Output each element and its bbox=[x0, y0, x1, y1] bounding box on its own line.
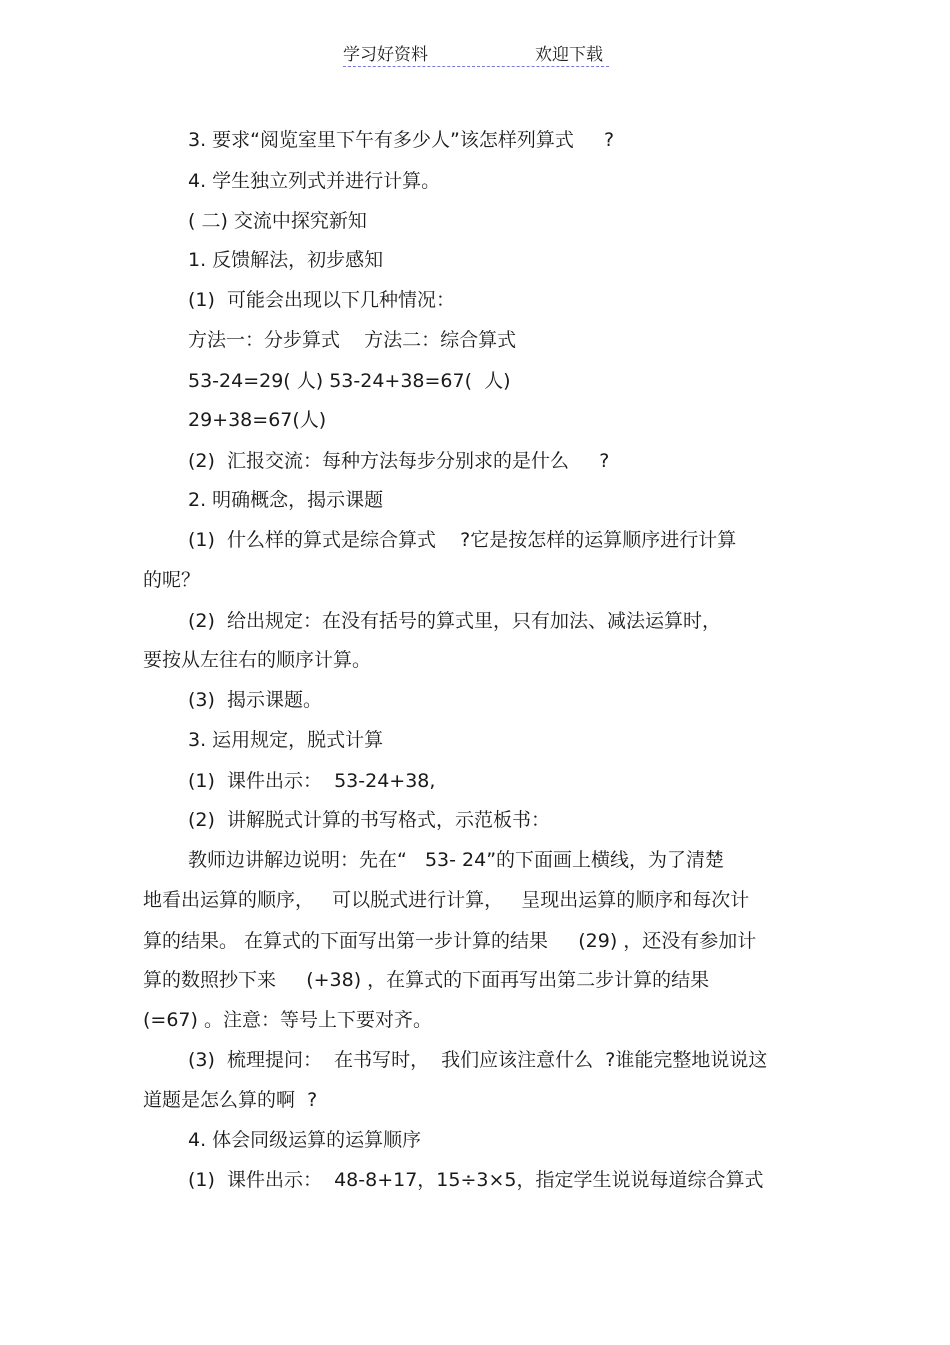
text-line: 要按从左往右的顺序计算。 bbox=[143, 649, 372, 671]
text-line: 29+38=67(人) bbox=[188, 409, 327, 431]
text-line: 道题是怎么算的啊 ? bbox=[143, 1089, 318, 1111]
page-header bbox=[343, 40, 609, 67]
text-line: 53-24=29( 人) 53-24+38=67( 人) bbox=[188, 370, 511, 392]
text-line: (3) 揭示课题。 bbox=[188, 689, 322, 711]
text-line: 4. 学生独立列式并进行计算。 bbox=[188, 170, 441, 192]
text-line: 算的结果。 在算式的下面写出第一步计算的结果 (29) ，还没有参加计 bbox=[143, 930, 757, 952]
text-line: 的呢？ bbox=[143, 569, 201, 591]
header-left-text: 学习好资料 bbox=[343, 45, 428, 65]
text-line: 2. 明确概念，揭示课题 bbox=[188, 489, 384, 511]
text-line: 1. 反馈解法，初步感知 bbox=[188, 249, 384, 271]
text-line: 教师边讲解边说明：先在“ 53- 24”的下面画上横线，为了清楚 bbox=[188, 849, 725, 871]
text-line: ( 二) 交流中探究新知 bbox=[188, 210, 367, 232]
text-line: 方法一：分步算式 方法二：综合算式 bbox=[188, 329, 517, 351]
text-line: (3) 梳理提问： 在书写时， 我们应该注意什么 ?谁能完整地说说这 bbox=[188, 1049, 768, 1071]
text-line: (1) 课件出示： 53-24+38, bbox=[188, 770, 436, 792]
text-line: 算的数照抄下来 (+38) ，在算式的下面再写出第二步计算的结果 bbox=[143, 969, 710, 991]
text-line: (2) 讲解脱式计算的书写格式，示范板书： bbox=[188, 809, 550, 831]
text-line: (2) 给出规定：在没有括号的算式里，只有加法、减法运算时， bbox=[188, 610, 721, 632]
text-line: 3. 运用规定，脱式计算 bbox=[188, 729, 384, 751]
text-line: (=67) 。注意：等号上下要对齐。 bbox=[143, 1009, 432, 1031]
text-line: 地看出运算的顺序， 可以脱式进行计算， 呈现出运算的顺序和每次计 bbox=[143, 889, 750, 911]
text-line: (2) 汇报交流：每种方法每步分别求的是什么 ? bbox=[188, 450, 610, 472]
text-line: (1) 课件出示： 48-8+17，15÷3×5，指定学生说说每道综合算式 bbox=[188, 1169, 764, 1191]
text-line: 4. 体会同级运算的运算顺序 bbox=[188, 1129, 422, 1151]
text-line: 3. 要求“阅览室里下午有多少人”该怎样列算式 ? bbox=[188, 129, 615, 151]
text-line: (1) 可能会出现以下几种情况： bbox=[188, 289, 455, 311]
text-line: (1) 什么样的算式是综合算式 ?它是按怎样的运算顺序进行计算 bbox=[188, 529, 737, 551]
header-right-text: 欢迎下载 bbox=[535, 45, 603, 65]
